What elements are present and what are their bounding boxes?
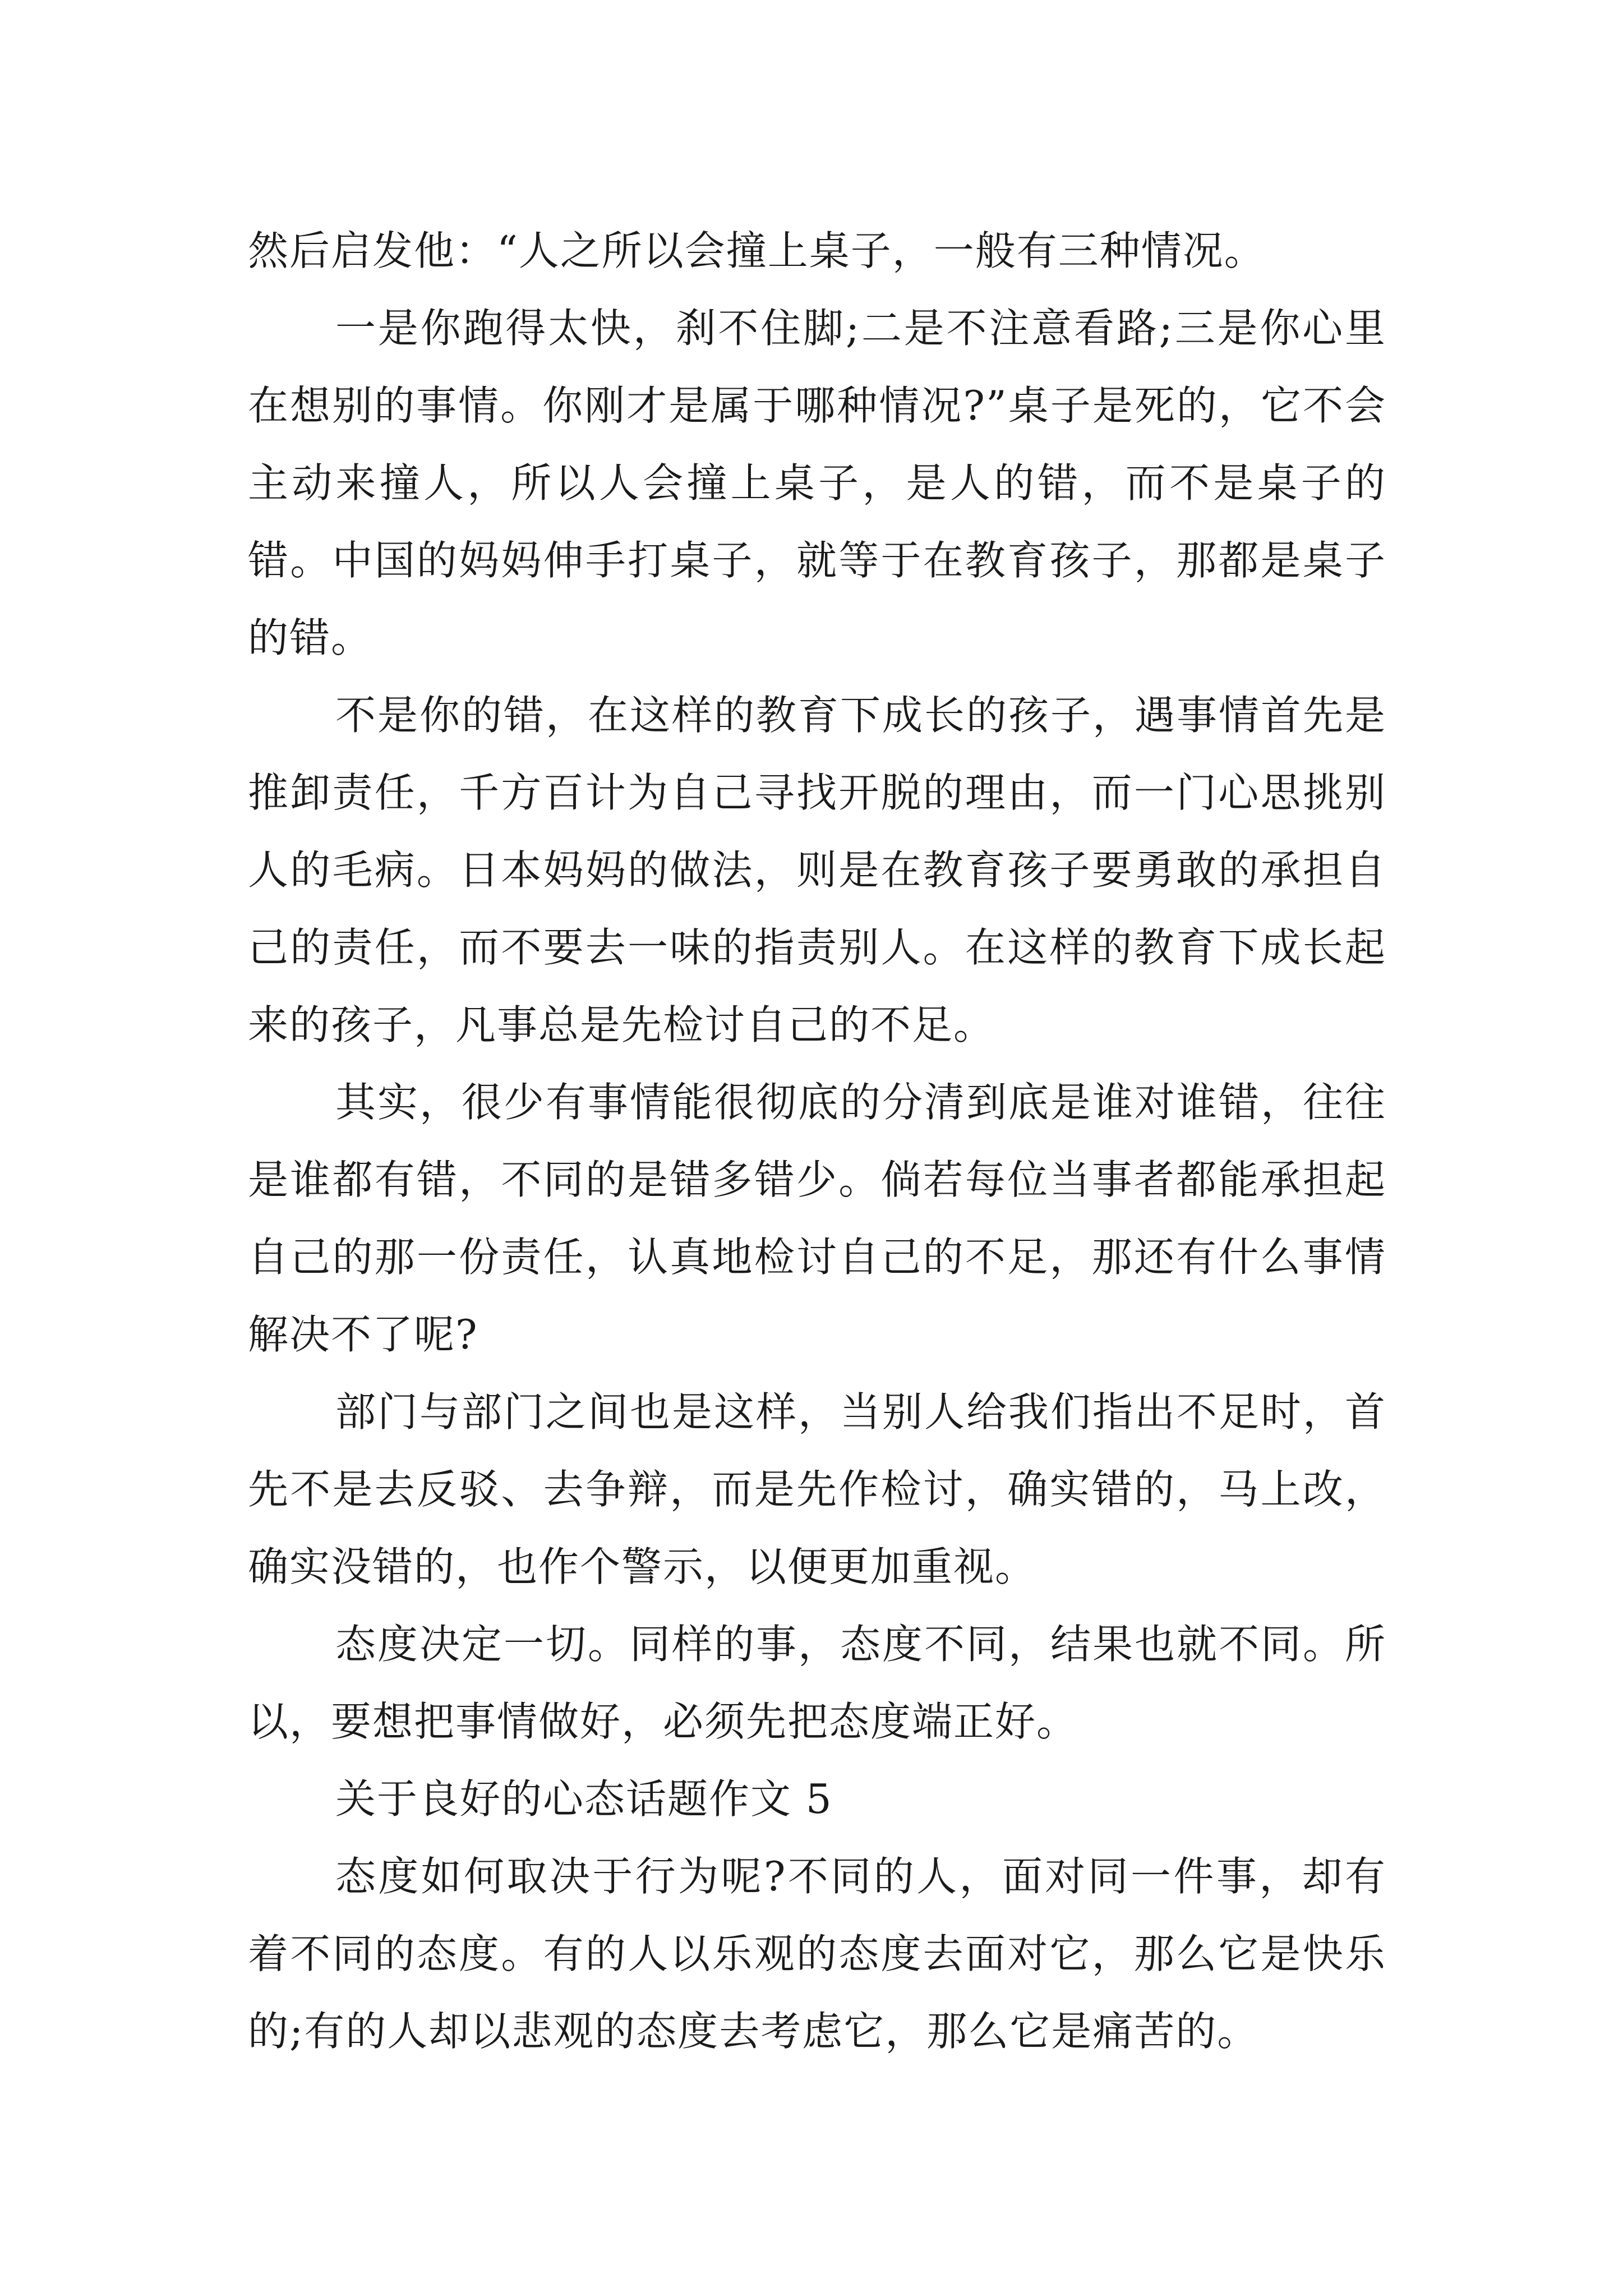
paragraph-4: 其实，很少有事情能很彻底的分清到底是谁对谁错，往往是谁都有错，不同的是错多错少。倘若每位当事者都能承担起自己的那一份责任，认真地检讨自己的不足，那还有什么事情解决不了呢?	[248, 1079, 1386, 1358]
paragraph-3: 不是你的错，在这样的教育下成长的孩子，遇事情首先是推卸责任，千方百计为自己寻找开脱的理由，而一门心思挑别人的毛病。日本妈妈的做法，则是在教育孩子要勇敢的承担自己的责任，而不要去一味的指责别人。在这样的教育下成长起来的孩子，凡事总是先检讨自己的不足。	[248, 692, 1386, 1048]
document-body	[248, 212, 1386, 2070]
paragraph-2: 一是你跑得太快，刹不住脚;二是不注意看路;三是你心里在想别的事情。你刚才是属于哪种情况?”桌子是死的，它不会主动来撞人，所以人会撞上桌子，是人的错，而不是桌子的错。中国的妈妈伸手打桌子，就等于在教育孩子，那都是桌子的错。	[248, 305, 1386, 661]
paragraph-5: 部门与部门之间也是这样，当别人给我们指出不足时，首先不是去反驳、去争辩，而是先作检讨，确实错的，马上改，确实没错的，也作个警示，以便更加重视。	[248, 1388, 1386, 1590]
paragraph-1: 然后启发他：“人之所以会撞上桌子，一般有三种情况。	[248, 227, 1266, 274]
section-heading: 关于良好的心态话题作文 5	[335, 1775, 833, 1823]
paragraph-6: 态度决定一切。同样的事，态度不同，结果也就不同。所以，要想把事情做好，必须先把态度端正好。	[248, 1621, 1386, 1745]
paragraph-7: 态度如何取决于行为呢?不同的人，面对同一件事，却有着不同的态度。有的人以乐观的态度去面对它，那么它是快乐的;有的人却以悲观的态度去考虑它，那么它是痛苦的。	[248, 1853, 1386, 2055]
